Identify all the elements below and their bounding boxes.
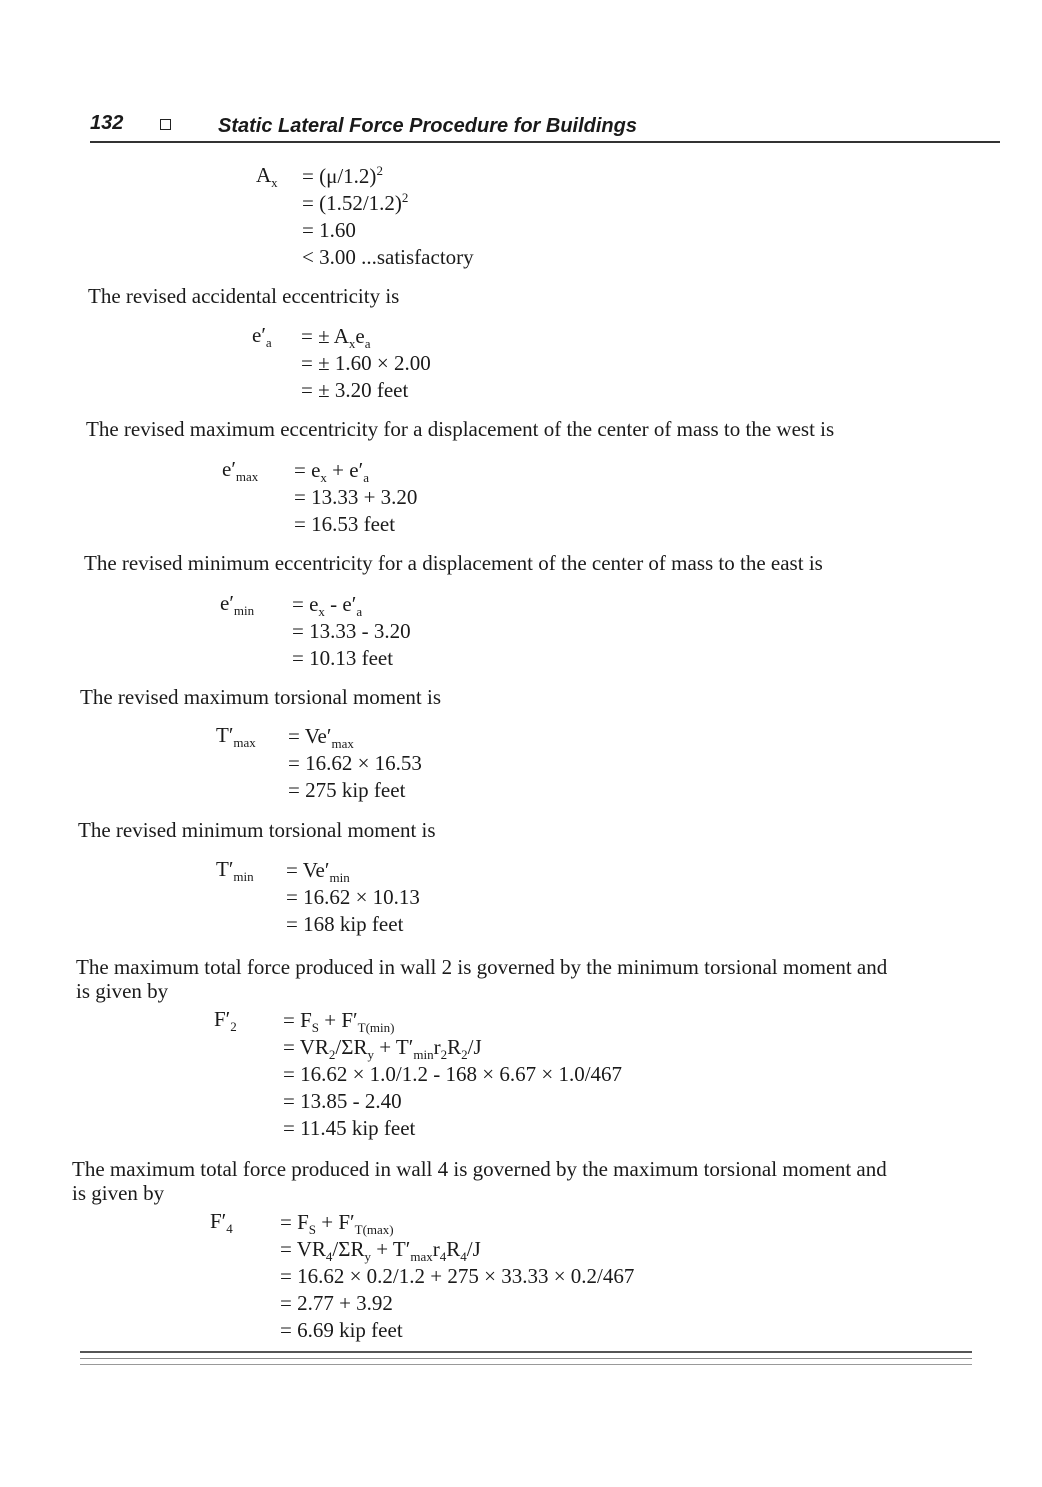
equation-lhs: $T'_{min}$ [216, 857, 254, 885]
paragraph: is given by [72, 1181, 165, 1205]
paragraph: The revised minimum eccentricity for a displacement of the center of mass to the east is [84, 551, 823, 575]
paragraph: The maximum total force produced in wall 2 is governed by the minimum torsional moment and [76, 955, 888, 979]
equation-row: = 6.69 kip feet [280, 1318, 403, 1342]
equation-lhs: $F'_4$ [210, 1209, 233, 1237]
paragraph: is given by [76, 979, 169, 1003]
equation-lhs: $e'_{max}$ [222, 457, 259, 485]
equation-row: = $(1.52/1.2)^2$ [302, 190, 409, 215]
equation-row: = $Ve'_{max}$ [288, 724, 354, 752]
equation-row: = $e_x + e'_a$ [294, 458, 369, 486]
paragraph: The revised accidental eccentricity is [88, 284, 400, 308]
bottom-rule [80, 1358, 972, 1359]
equation-row: = 16.62 × 0.2/1.2 + 275 × 33.33 × 0.2/467 [280, 1264, 635, 1288]
equation-row: = 13.33 + 3.20 [294, 485, 418, 509]
equation-row: = $F_S + F'_{T(max)}$ [280, 1210, 394, 1238]
equation-lhs: $T'_{max}$ [216, 723, 256, 751]
paragraph: The revised maximum torsional moment is [80, 685, 442, 709]
page-number: 132 [90, 112, 124, 134]
equation-lhs: $A_x$ [256, 163, 278, 191]
equation-row: = 13.33 - 3.20 [292, 619, 411, 643]
equation-row: = 1.60 [302, 218, 356, 242]
square-separator-icon [160, 119, 171, 130]
header-rule [90, 141, 1000, 143]
equation-row: = 13.85 - 2.40 [283, 1089, 402, 1113]
equation-row: = $F_S + F'_{T(min)}$ [283, 1008, 395, 1036]
equation-row: = 168 kip feet [286, 912, 404, 936]
equation-row: = ± $A_xe_a$ [301, 324, 371, 352]
equation-lhs: $F'_2$ [214, 1007, 237, 1035]
equation-row: = 16.62 × 16.53 [288, 751, 422, 775]
running-header [90, 112, 1000, 142]
equation-row: = ± 3.20 feet [301, 378, 409, 402]
equation-lhs: $e'_{min}$ [220, 591, 255, 619]
paragraph: The maximum total force produced in wall 4 is governed by the maximum torsional moment and [72, 1157, 887, 1181]
paragraph: The revised maximum eccentricity for a displacement of the center of mass to the west is [86, 417, 835, 441]
equation-row: = $Ve'_{min}$ [286, 858, 350, 886]
equation-row: = 16.53 feet [294, 512, 396, 536]
bottom-rule [80, 1364, 972, 1365]
equation-row: = $VR_4/\Sigma R_y + T'_{max}r_4R_4/J$ [280, 1237, 481, 1265]
equation-row: = ± 1.60 × 2.00 [301, 351, 431, 375]
equation-row: = 2.77 + 3.92 [280, 1291, 393, 1315]
equation-row: = 11.45 kip feet [283, 1116, 416, 1140]
equation-row: = 275 kip feet [288, 778, 406, 802]
equation-row: = 16.62 × 1.0/1.2 - 168 × 6.67 × 1.0/467 [283, 1062, 623, 1086]
chapter-title: Static Lateral Force Procedure for Buildings [218, 115, 637, 137]
equation-row: = $(\mu/1.2)^2$ [302, 163, 383, 188]
equation-row: < 3.00 ...satisfactory [302, 245, 474, 269]
equation-row: = 16.62 × 10.13 [286, 885, 420, 909]
equation-lhs: $e'_a$ [252, 323, 272, 351]
equation-row: = $VR_2/\Sigma R_y + T'_{min}r_2R_2/J$ [283, 1035, 482, 1063]
equation-row: = $e_x - e'_a$ [292, 592, 363, 620]
equation-row: = 10.13 feet [292, 646, 394, 670]
paragraph: The revised minimum torsional moment is [78, 818, 436, 842]
bottom-rule [80, 1351, 972, 1353]
